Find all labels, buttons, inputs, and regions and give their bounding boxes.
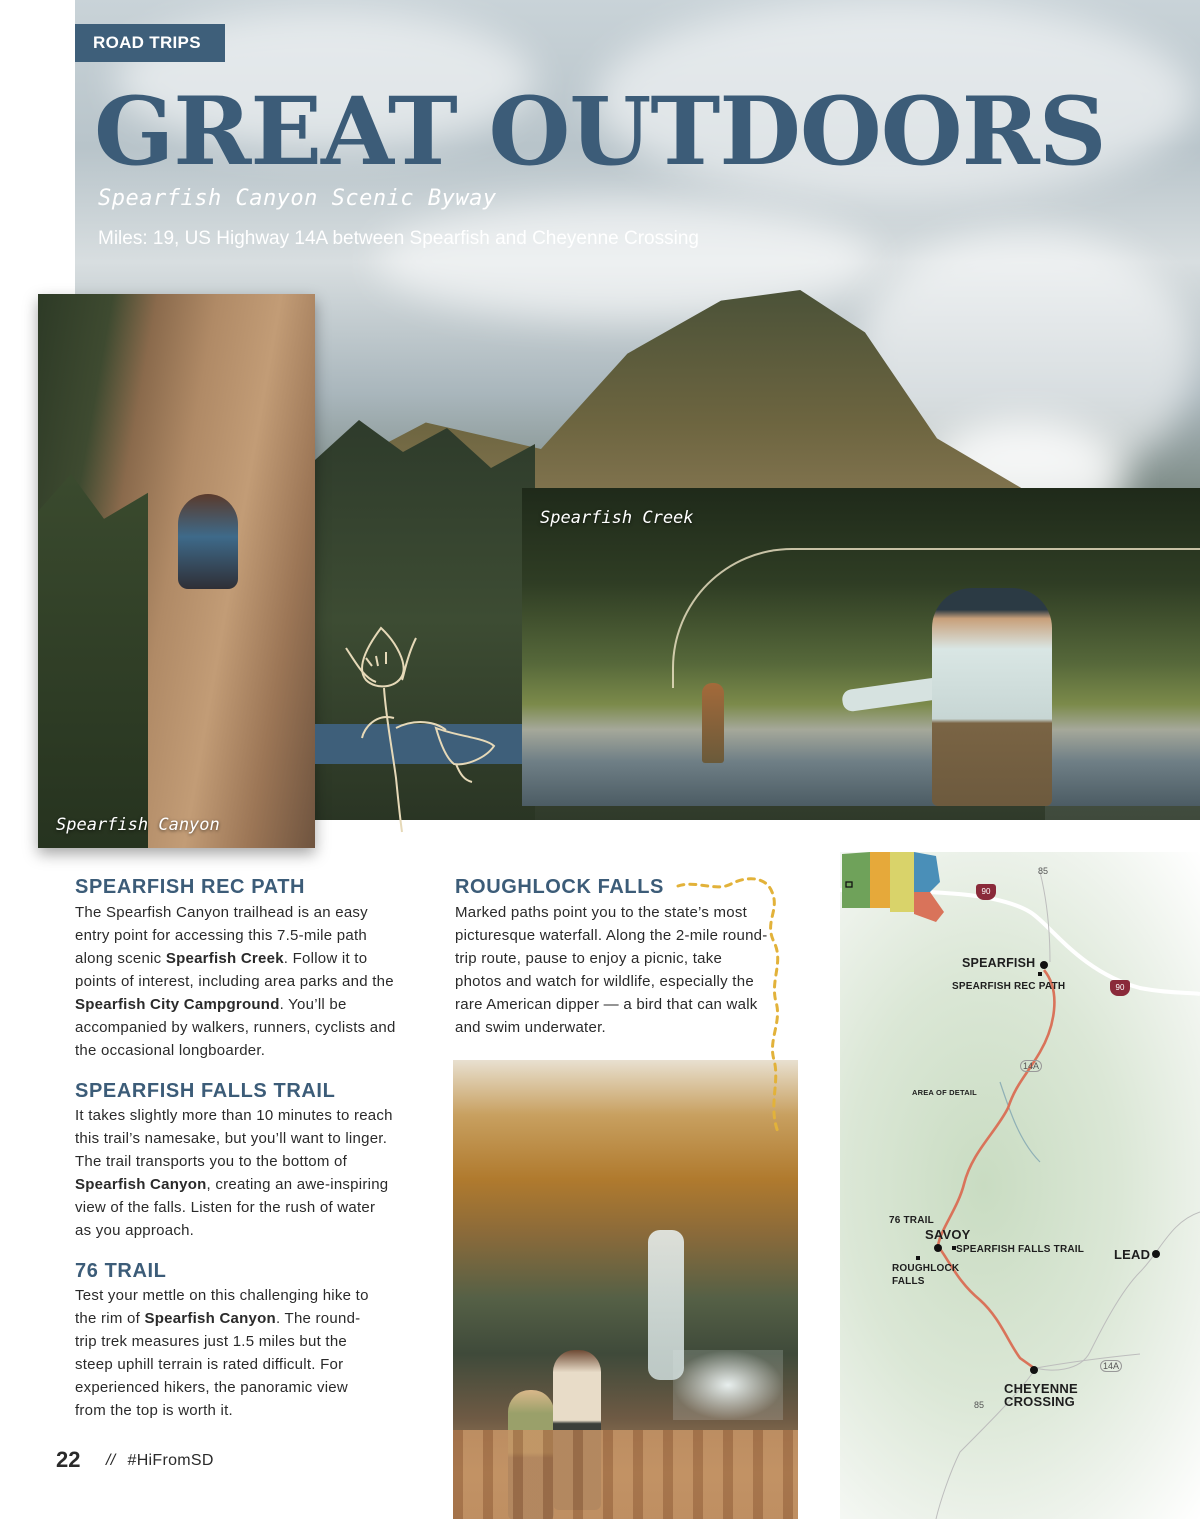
byway-miles: Miles: 19, US Highway 14A between Spearfish and Cheyenne Crossing bbox=[98, 228, 699, 249]
south-dakota-inset-map bbox=[840, 852, 948, 922]
road-label-85: 85 bbox=[1038, 866, 1049, 876]
climbing-photo bbox=[38, 294, 315, 848]
angler-figure bbox=[932, 588, 1052, 806]
road-label-85: 85 bbox=[974, 1400, 985, 1410]
map-label-76-trail: 76 TRAIL bbox=[889, 1215, 934, 1226]
inset-label: AREA OF DETAIL bbox=[912, 1088, 977, 1097]
wooden-boardwalk bbox=[453, 1430, 798, 1519]
section-tag: ROAD TRIPS bbox=[75, 24, 225, 62]
section-body-rec-path: The Spearfish Canyon trailhead is an easy entry point for accessing this 7.5-mile path along scenic Spearfish Creek. Follow it to points of interest, including area parks and the Spearfish City Campground. You’ll be accompanied by walkers, runners, cyclists and the occasional longboarder. bbox=[75, 904, 396, 1059]
page-headline: GREAT OUTDOORS bbox=[94, 77, 1106, 187]
road-label-14a: 14A bbox=[1100, 1360, 1122, 1372]
map-label-falls-trail: SPEARFISH FALLS TRAIL bbox=[956, 1244, 1085, 1255]
map-label-spearfish: SPEARFISH bbox=[962, 956, 1036, 970]
map-label-falls: FALLS bbox=[892, 1276, 925, 1287]
section-title-76-trail: 76 TRAIL bbox=[75, 1260, 167, 1282]
map-label-cheyenne: CHEYENNE bbox=[1004, 1381, 1078, 1396]
canyon-trees bbox=[38, 474, 148, 848]
section-title-roughlock-falls: ROUGHLOCK FALLS bbox=[455, 876, 664, 898]
caption-spearfish-creek: Spearfish Creek bbox=[540, 508, 694, 528]
map-roads bbox=[840, 852, 1200, 1519]
map-label-savoy: SAVOY bbox=[925, 1227, 971, 1242]
climber-figure bbox=[178, 494, 238, 589]
road-label-14a: 14A bbox=[1020, 1060, 1042, 1072]
route-map: 90 90 85 85 14A 14A AREA OF DETAIL SPEARFISH SPEARFISH REC PATH 76 TRAIL SAVOY SPEARFISH FALLS TRAIL ROUGHLOCK FALLS LEAD CHEYENNE CROSSING bbox=[840, 852, 1200, 1519]
map-label-lead: LEAD bbox=[1114, 1247, 1151, 1262]
caption-spearfish-canyon: Spearfish Canyon bbox=[56, 815, 220, 835]
cascade bbox=[673, 1350, 783, 1420]
section-body-roughlock-falls: Marked paths point you to the state’s most picturesque waterfall. Along the 2-mile round-trip route, pause to enjoy a picnic, take photos and watch for wildlife, especially the rare American dipper — a bird that can walk and swim underwater. bbox=[455, 904, 768, 1036]
distant-angler bbox=[702, 683, 724, 763]
map-label-crossing: CROSSING bbox=[1004, 1394, 1075, 1409]
section-body-falls-trail: It takes slightly more than 10 minutes to reach this trail’s namesake, but you’ll want to linger. The trail transports you to the bottom of Spearfish Canyon, creating an awe-inspiring view of the falls. Listen for the rush of water as you approach. bbox=[75, 1107, 393, 1239]
map-label-rec-path: SPEARFISH REC PATH bbox=[952, 981, 1066, 992]
footer-hashtag: // #HiFromSD bbox=[106, 1452, 214, 1469]
section-title-falls-trail: SPEARFISH FALLS TRAIL bbox=[75, 1080, 336, 1102]
pasque-flower-illustration bbox=[336, 618, 506, 833]
dotted-path-decoration bbox=[676, 870, 786, 1140]
section-body-76-trail: Test your mettle on this challenging hike to the rim of Spearfish Canyon. The round-trip trek measures just 1.5 miles but the steep uphill terrain is rated difficult. For experienced hikers, the panoramic view from the top is worth it. bbox=[75, 1287, 369, 1419]
page-number: 22 bbox=[56, 1447, 81, 1472]
fly-fishing-photo bbox=[522, 488, 1200, 806]
byway-name: Spearfish Canyon Scenic Byway bbox=[98, 186, 497, 211]
map-label-roughlock: ROUGHLOCK bbox=[892, 1263, 960, 1274]
section-title-rec-path: SPEARFISH REC PATH bbox=[75, 876, 306, 898]
